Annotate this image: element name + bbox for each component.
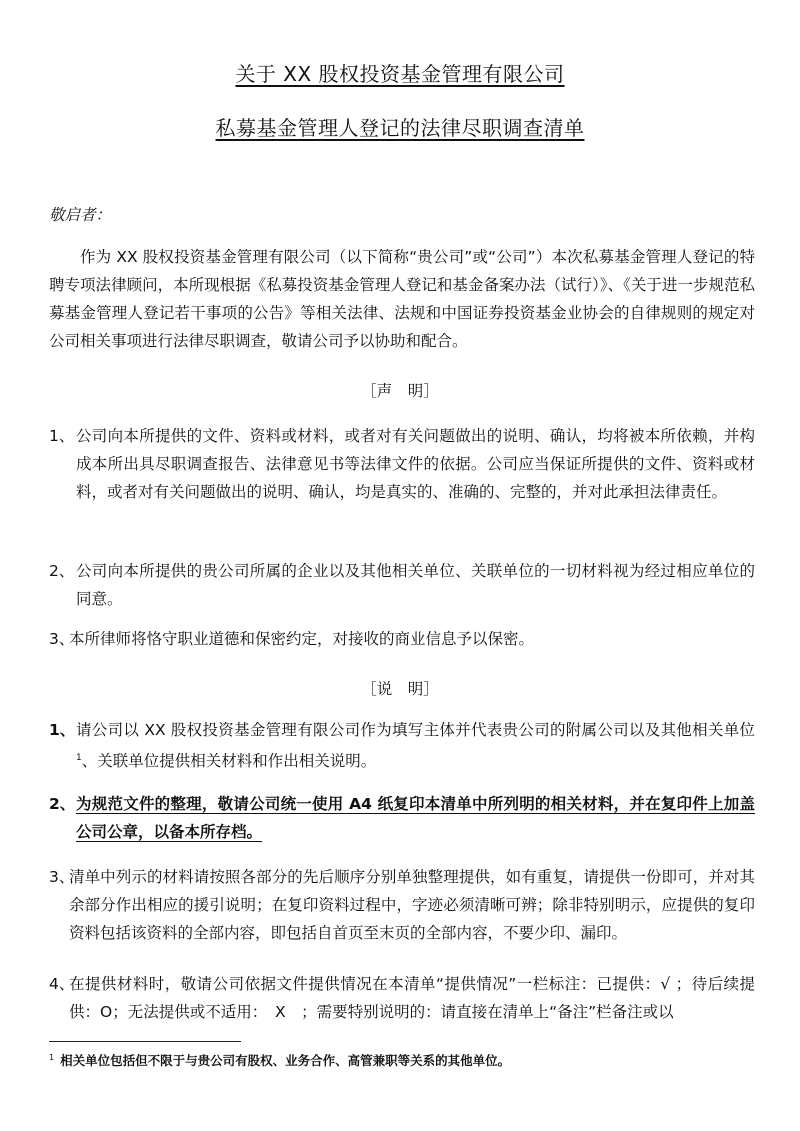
item-text: 公司向本所提供的贵公司所属的企业以及其他相关单位、关联单位的一切材料视为经过相应单位的同意。: [76, 562, 755, 608]
document-title-line1: 关于 XX 股权投资基金管理有限公司: [235, 62, 565, 86]
item-text: 本所律师将恪守职业道德和保密约定，对接收的商业信息予以保密。: [69, 630, 535, 648]
declaration-item-2: [49, 557, 755, 613]
item-text: 请公司以 XX 股权投资基金管理有限公司作为填写主体并代表贵公司的附属公司以及其他相关单位$^1$、关联单位提供相关材料和作出相关说明。: [76, 721, 755, 771]
item-number: 4、: [49, 975, 75, 993]
note-item-2: [49, 790, 755, 846]
item-text: 为规范文件的整理，敬请公司统一使用 A4 纸复印本清单中所列明的相关材料，并在复印件上加盖公司公章，以备本所存档。: [76, 795, 755, 841]
note-item-3: [49, 863, 755, 947]
footnote-mark: 1: [49, 1052, 55, 1062]
notes-heading: ［说 明］: [361, 680, 439, 698]
footnote-divider: [49, 1041, 241, 1042]
item-text: 在提供材料时，敬请公司依据文件提供情况在本清单“提供情况”一栏标注：已提供：√ ；待后续提供：O；无法提供或不适用： X ；需要特别说明的：请直接在清单上“备注”栏备注或以: [69, 975, 755, 1021]
item-number: 2、: [49, 795, 76, 813]
footnote: [49, 1051, 510, 1069]
note-item-4: [49, 970, 755, 1026]
intro-paragraph: 作为 XX 股权投资基金管理有限公司（以下简称“贵公司”或“公司”）本次私募基金管理人登记的特聘专项法律顾问，本所现根据《私募投资基金管理人登记和基金备案办法（试行）》、《关于进一步规范私募基金管理人登记若干事项的公告》等相关法律、法规和中国证券投资基金业协会的自律规则的规定对公司相关事项进行法律尽职调查，敬请公司予以协助和配合。: [49, 248, 755, 350]
item-number: 2、: [49, 562, 75, 580]
item-number: 3、: [49, 630, 75, 648]
item-text: 清单中列示的材料请按照各部分的先后顺序分别单独整理提供，如有重复，请提供一份即可，并对其余部分作出相应的援引说明；在复印资料过程中，字迹必须清晰可辨；除非特别明示，应提供的复印资料包括该资料的全部内容，即包括自首页至末页的全部内容，不要少印、漏印。: [69, 868, 755, 942]
note-item-1: [49, 716, 755, 775]
document-title-line2: 私募基金管理人登记的法律尽职调查清单: [215, 116, 585, 140]
salutation: 敬启者：: [49, 206, 112, 224]
footnote-reference[interactable]: 1: [76, 753, 82, 763]
declaration-heading: ［声 明］: [361, 382, 439, 400]
declaration-item-3: [49, 625, 755, 653]
footnote-text: 相关单位包括但不限于与贵公司有股权、业务合作、高管兼职等关系的其他单位。: [60, 1053, 511, 1068]
item-text: 公司向本所提供的文件、资料或材料，或者对有关问题做出的说明、确认，均将被本所依赖，并构成本所出具尽职调查报告、法律意见书等法律文件的依据。公司应当保证所提供的文件、资料或材料，或者对有关问题做出的说明、确认，均是真实的、准确的、完整的，并对此承担法律责任。: [76, 427, 755, 501]
declaration-item-1: [49, 422, 755, 506]
item-number: 1、: [49, 721, 76, 739]
item-number: 1、: [49, 427, 75, 445]
item-number: 3、: [49, 868, 75, 886]
